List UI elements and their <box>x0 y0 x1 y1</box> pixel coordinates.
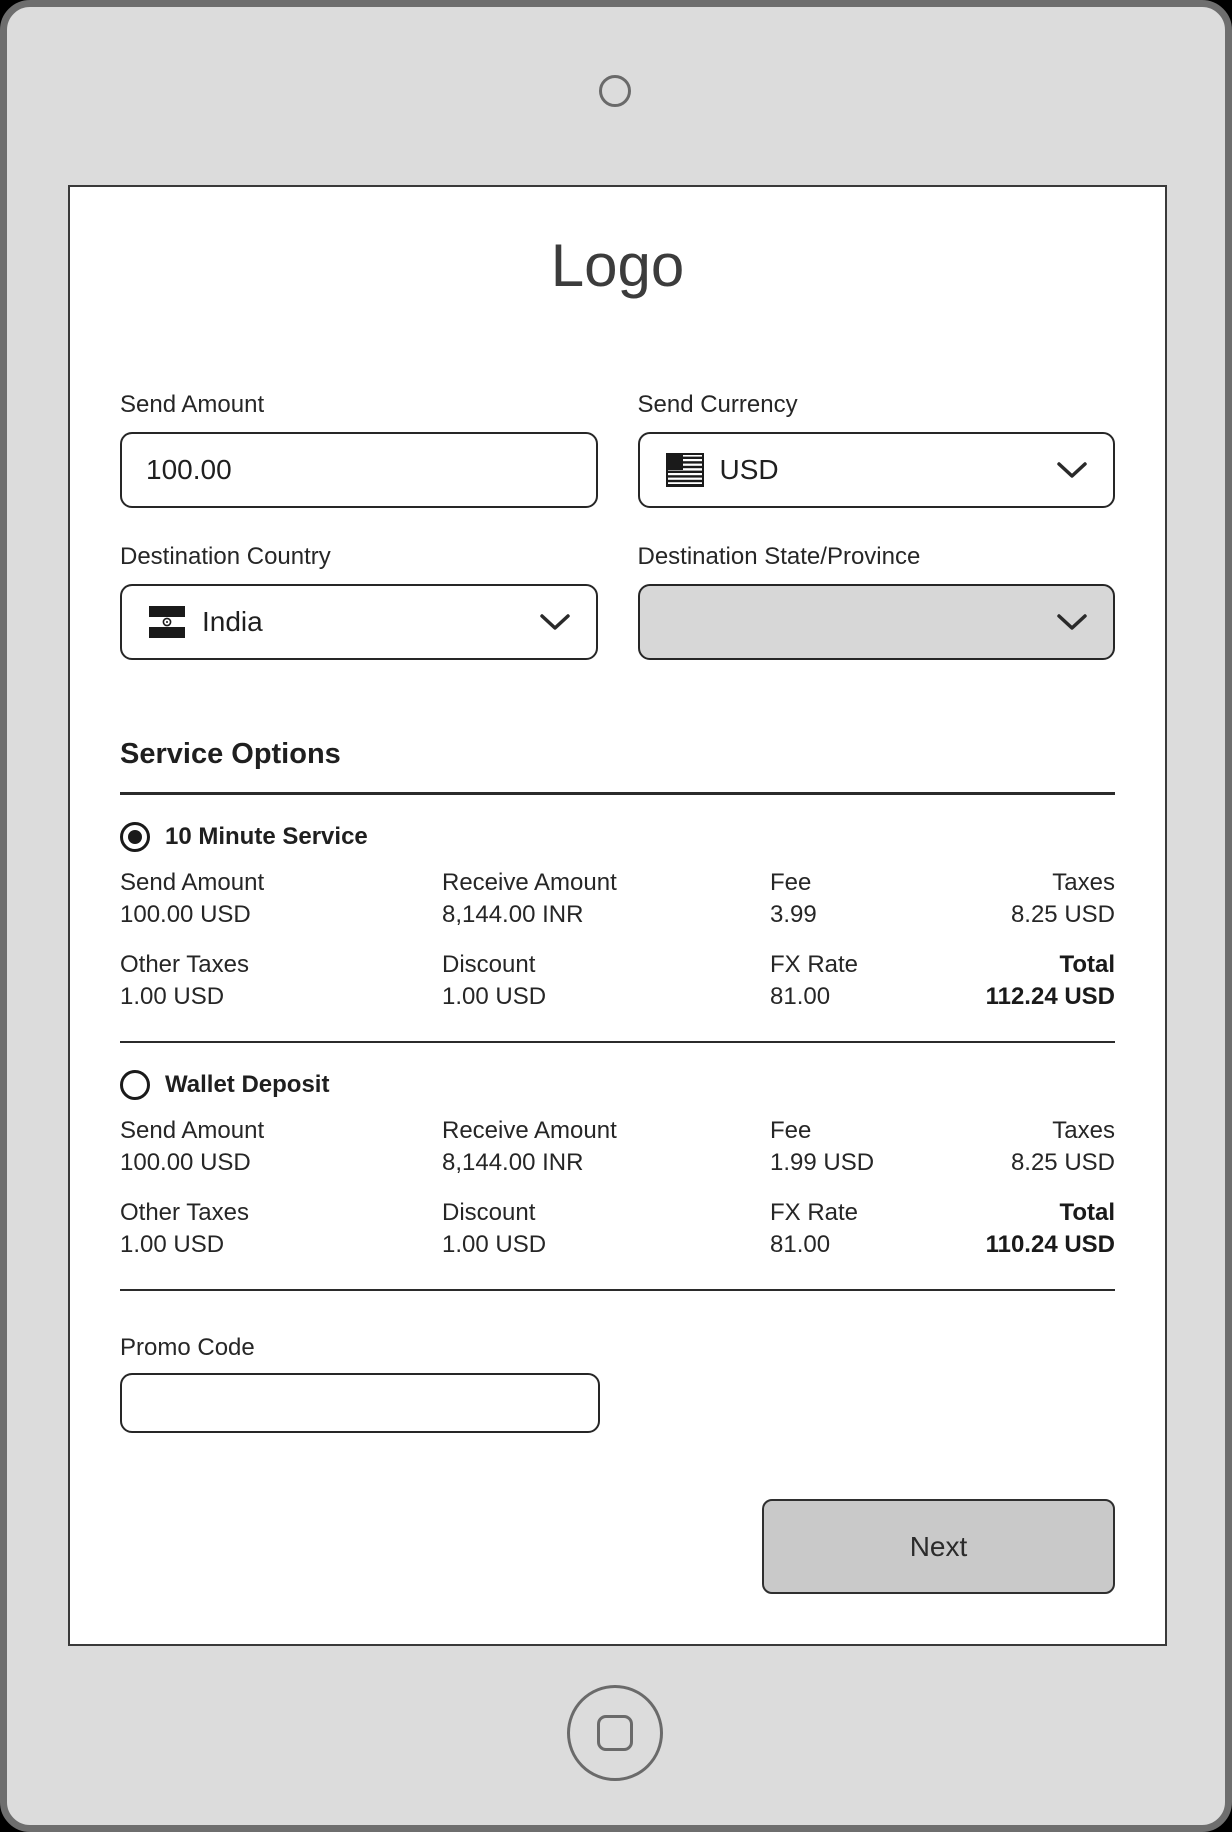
detail-value: 8,144.00 INR <box>442 1149 584 1176</box>
service-option-details <box>120 1115 1115 1261</box>
send-amount-label: Send Amount <box>120 391 265 418</box>
detail-label: Receive Amount <box>442 869 617 896</box>
send-currency-label: Send Currency <box>637 391 798 418</box>
detail-cell <box>770 1115 985 1179</box>
detail-label: Fee <box>770 1117 812 1144</box>
service-option <box>120 1067 1115 1291</box>
service-option <box>120 819 1115 1043</box>
home-button-icon <box>597 1715 633 1751</box>
detail-value: 1.00 USD <box>120 1231 225 1258</box>
detail-label: Taxes <box>1052 869 1115 896</box>
radio-dot <box>128 830 142 844</box>
radio-icon[interactable] <box>120 822 150 852</box>
camera-icon <box>599 75 631 107</box>
send-currency-select[interactable] <box>638 432 1116 508</box>
detail-value: 81.00 <box>770 1231 831 1258</box>
detail-cell <box>770 1197 985 1261</box>
detail-cell <box>442 867 770 931</box>
detail-cell <box>442 1115 770 1179</box>
detail-label: Discount <box>442 1199 536 1226</box>
send-amount-input[interactable] <box>120 432 598 508</box>
detail-value: 81.00 <box>770 983 831 1010</box>
detail-value: 1.99 USD <box>770 1149 875 1176</box>
section-divider <box>120 1289 1115 1291</box>
detail-label: Receive Amount <box>442 1117 617 1144</box>
detail-label: Other Taxes <box>120 1199 249 1226</box>
detail-cell <box>120 949 442 1013</box>
detail-label: Send Amount <box>120 1117 265 1144</box>
detail-cell <box>985 1197 1115 1261</box>
service-options-list <box>120 819 1115 1291</box>
detail-label: Total <box>1059 1199 1115 1226</box>
detail-cell <box>770 949 985 1013</box>
service-option-label: Wallet Deposit <box>165 1071 330 1098</box>
detail-value: 100.00 USD <box>120 1149 251 1176</box>
home-button[interactable] <box>567 1685 663 1781</box>
promo-code-input[interactable] <box>120 1373 600 1433</box>
detail-value: 8.25 USD <box>1010 901 1115 928</box>
section-divider <box>120 792 1115 795</box>
detail-label: Fee <box>770 869 812 896</box>
chevron-down-icon <box>1057 462 1087 478</box>
detail-label: Taxes <box>1052 1117 1115 1144</box>
detail-cell <box>770 867 985 931</box>
detail-cell <box>442 949 770 1013</box>
promo-code-label: Promo Code <box>120 1334 255 1361</box>
destination-country-value: India <box>202 606 263 637</box>
app-screen <box>68 185 1167 1646</box>
detail-value: 1.00 USD <box>120 983 225 1010</box>
service-option-radio-row[interactable] <box>120 819 1115 855</box>
destination-country-label: Destination Country <box>120 543 331 570</box>
send-amount-field-group <box>120 390 598 508</box>
section-divider <box>120 1041 1115 1043</box>
service-option-label: 10 Minute Service <box>165 823 368 850</box>
next-button[interactable]: Next <box>762 1499 1115 1594</box>
detail-cell <box>120 1115 442 1179</box>
detail-value: 1.00 USD <box>442 983 547 1010</box>
service-option-radio-row[interactable] <box>120 1067 1115 1103</box>
destination-state-select[interactable] <box>638 584 1116 660</box>
detail-value: 110.24 USD <box>985 1231 1115 1258</box>
service-option-details <box>120 867 1115 1013</box>
detail-label: Send Amount <box>120 869 265 896</box>
detail-label: FX Rate <box>770 951 859 978</box>
destination-state-label: Destination State/Province <box>637 543 921 570</box>
app-logo: Logo <box>550 232 685 299</box>
destination-country-select[interactable] <box>120 584 598 660</box>
detail-value: 3.99 <box>770 901 817 928</box>
us-flag-icon <box>666 453 704 487</box>
destination-state-field-group <box>638 542 1116 660</box>
chevron-down-icon <box>540 614 570 630</box>
detail-cell <box>120 1197 442 1261</box>
detail-value: 1.00 USD <box>442 1231 547 1258</box>
detail-cell <box>985 1115 1115 1179</box>
service-options-heading: Service Options <box>120 738 341 770</box>
detail-value: 100.00 USD <box>120 901 251 928</box>
detail-label: Other Taxes <box>120 951 249 978</box>
detail-label: FX Rate <box>770 1199 859 1226</box>
destination-country-field-group <box>120 542 598 660</box>
detail-value: 8,144.00 INR <box>442 901 584 928</box>
detail-cell <box>985 867 1115 931</box>
india-flag-icon <box>148 604 186 640</box>
detail-value: 8.25 USD <box>1010 1149 1115 1176</box>
detail-cell <box>442 1197 770 1261</box>
detail-cell <box>120 867 442 931</box>
send-currency-value: USD <box>719 454 779 485</box>
send-currency-field-group <box>638 390 1116 508</box>
detail-value: 112.24 USD <box>985 983 1115 1010</box>
detail-cell <box>985 949 1115 1013</box>
detail-label: Discount <box>442 951 536 978</box>
chevron-down-icon <box>1057 614 1087 630</box>
radio-icon[interactable] <box>120 1070 150 1100</box>
detail-label: Total <box>1059 951 1115 978</box>
